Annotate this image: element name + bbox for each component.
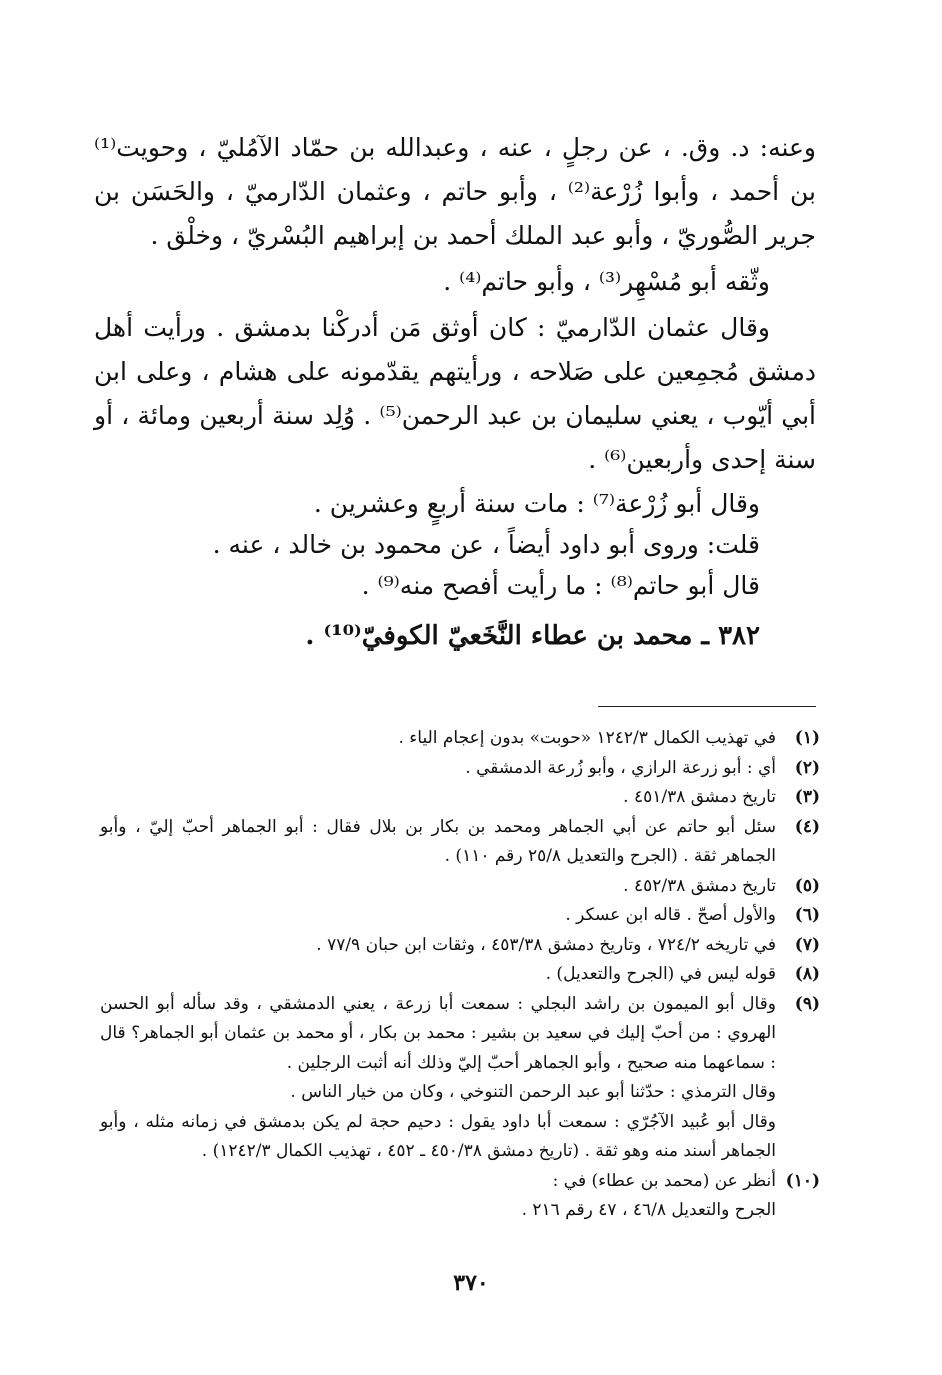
note-abu-dawud: قلت: وروى أبو داود أيضاً ، عن محمود بن خالد ، عنه . <box>212 530 760 559</box>
footnote-number: (٥) <box>794 875 820 896</box>
footnote-number: (٢) <box>794 757 820 778</box>
footnote-number: (٦) <box>794 905 820 925</box>
footnote-text: قوله ليس في (الجرح والتعديل) . <box>545 964 776 984</box>
footnote-text: سئل أبو حاتم عن أبي الجماهر ومحمد بن بكار بن بلال فقال : أبو الجماهر أحبّ إليّ ، وأبو الجماهر ثقة . (الجرح والتعديل ٢٥/٨ رقم ١١٠) . <box>100 816 776 866</box>
footnote <box>100 813 820 872</box>
footnote-text: وقال الترمذي : حدّثنا أبو عبد الرحمن التنوخي ، وكان من خيار الناس . <box>290 1082 776 1102</box>
footnote <box>100 960 820 990</box>
footnote-number: (٩) <box>794 993 820 1014</box>
footnote <box>100 724 820 754</box>
footnote <box>100 901 820 931</box>
footnote-text: في تاريخه ٧٢٤/٢ ، وتاريخ دمشق ٤٥٣/٣٨ ، وثقات ابن حبان ٧٧/٩ . <box>316 934 776 955</box>
footnote-number: (٨) <box>794 964 820 984</box>
main-text <box>94 126 816 484</box>
footnote-text: في تهذيب الكمال ١٢٤٢/٣ «حوبت» بدون إعجام الياء . <box>398 728 776 748</box>
footnote-number: (١٠) <box>785 1170 820 1191</box>
footnote-text: وقال أبو عُبيد الآجُرّي : سمعت أبا داود يقول : دحيم حجة لم يكن بدمشق في زمانه مثله ، وأبو الجماهر أسند منه وهو ثقة . (تاريخ دمشق ٤٥٠/٣٨ ـ ٤٥٢ ، تهذيب الكمال ١٢٤٢/٣) . <box>100 1111 776 1161</box>
note-death: وقال أبو زُرْعة⁽⁷⁾ : مات سنة أربعٍ وعشرين . <box>313 489 760 518</box>
paragraph-students: وعنه: د. وق. ، عن رجلٍ ، عنه ، وعبدالله بن حمّاد الآمُليّ ، وحويت⁽¹⁾ بن أحمد ، وأبوا زُرْعة⁽²⁾ ، وأبو حاتم ، وعثمان الدّارميّ ، والحَسَن بن جرير الصُّوريّ ، وأبو عبد الملك أحمد بن إبراهيم البُسْريّ ، وخلْق . <box>94 133 816 250</box>
footnote <box>100 872 820 902</box>
footnote-divider <box>598 706 816 707</box>
footnote-number: (٧) <box>794 934 820 955</box>
footnote-number: (٤) <box>794 816 820 837</box>
footnote-text: تاريخ دمشق ٤٥٢/٣٨ . <box>623 875 776 896</box>
paragraph-reliability: وثّقه أبو مُسْهِر⁽³⁾ ، وأبو حاتم⁽⁴⁾ . <box>443 267 770 296</box>
footnote-text: أي : أبو زرعة الرازي ، وأبو زُرعة الدمشقي . <box>465 757 776 778</box>
footnote-text: وقال أبو الميمون بن راشد البجلي : سمعت أبا زرعة ، يعني الدمشقي ، وقد سأله أبو الحسن الهروي : من أحبّ إليك في سعيد بن بشير : محمد بن بكار ، أو محمد بن عثمان أبو الجماهر؟ قال : سماعهما منه صحيح ، وأبو الجماهر أحبّ إليّ وذلك أنه أثبت الرجلين . <box>100 993 776 1073</box>
footnote <box>100 990 820 1167</box>
page-number: ٣٧٠ <box>453 1270 489 1296</box>
footnote <box>100 754 820 784</box>
footnote-text: تاريخ دمشق ٤٥١/٣٨ . <box>623 787 776 807</box>
footnote <box>100 931 820 961</box>
footnote-text: الجرح والتعديل ٤٦/٨ ، ٤٧ رقم ٢١٦ . <box>521 1200 776 1220</box>
footnote-text: والأول أصحّ . قاله ابن عسكر . <box>565 905 776 925</box>
footnote <box>100 783 820 813</box>
footnote-number: (٣) <box>794 787 820 807</box>
footnote-text: أنظر عن (محمد بن عطاء) في : <box>552 1170 776 1191</box>
footnotes <box>100 724 820 1226</box>
note-abu-hatim: قال أبو حاتم⁽⁸⁾ : ما رأيت أفصح منه⁽⁹⁾ . <box>361 571 760 600</box>
footnote-number: (١) <box>794 728 820 748</box>
footnote <box>100 1167 820 1226</box>
paragraph-darimi: وقال عثمان الدّارميّ : كان أوثق مَن أدركْنا بدمشق . ورأيت أهل دمشق مُجمِعين على صَلاحه ، ورأيتهم يقدّمونه على هشام ، وعلى ابن أبي أيّوب ، يعني سليمان بن عبد الرحمن⁽⁵⁾ . وُلِد سنة أربعين ومائة ، أو سنة إحدى وأربعين⁽⁶⁾ . <box>94 313 816 474</box>
entry-heading: ٣٨٢ ـ محمد بن عطاء النَّخَعيّ الكوفيّ⁽¹⁰⁾ . <box>305 621 760 651</box>
indented-notes <box>94 484 760 657</box>
